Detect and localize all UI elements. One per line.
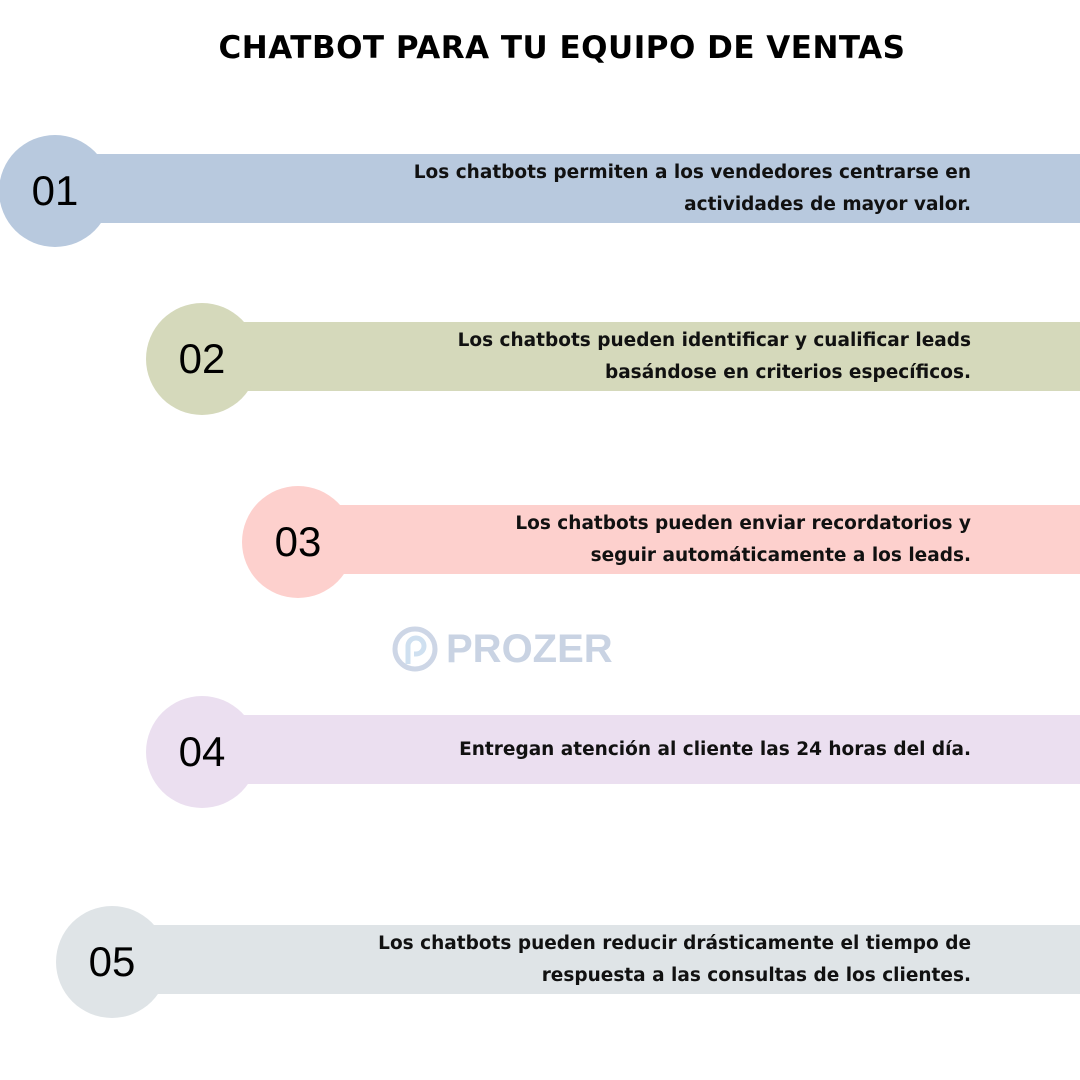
brand-name: PROZER [446, 626, 613, 671]
list-item-3 [0, 486, 1080, 598]
number-badge: 04 [146, 696, 258, 808]
item-text: Los chatbots permiten a los vendedores centrarse en actividades de mayor valor. [413, 161, 971, 215]
number-badge: 03 [242, 486, 354, 598]
prozer-watermark [392, 626, 613, 672]
page-title: CHATBOT PARA TU EQUIPO DE VENTAS [218, 30, 906, 66]
prozer-logo-icon [392, 626, 438, 672]
item-text: Los chatbots pueden reducir drásticamente el tiempo de respuesta a las consultas de los clientes. [378, 932, 971, 986]
item-text: Entregan atención al cliente las 24 horas del día. [459, 738, 971, 760]
list-item-1 [0, 135, 1080, 247]
list-item-4 [0, 696, 1080, 808]
number-badge: 01 [0, 135, 111, 247]
number-badge: 02 [146, 303, 258, 415]
item-text: Los chatbots pueden enviar recordatorios y seguir automáticamente a los leads. [515, 512, 971, 566]
item-text: Los chatbots pueden identificar y cualificar leads basándose en criterios específicos. [457, 329, 971, 383]
list-item-2 [0, 303, 1080, 415]
list-item-5 [0, 906, 1080, 1018]
number-badge: 05 [56, 906, 168, 1018]
